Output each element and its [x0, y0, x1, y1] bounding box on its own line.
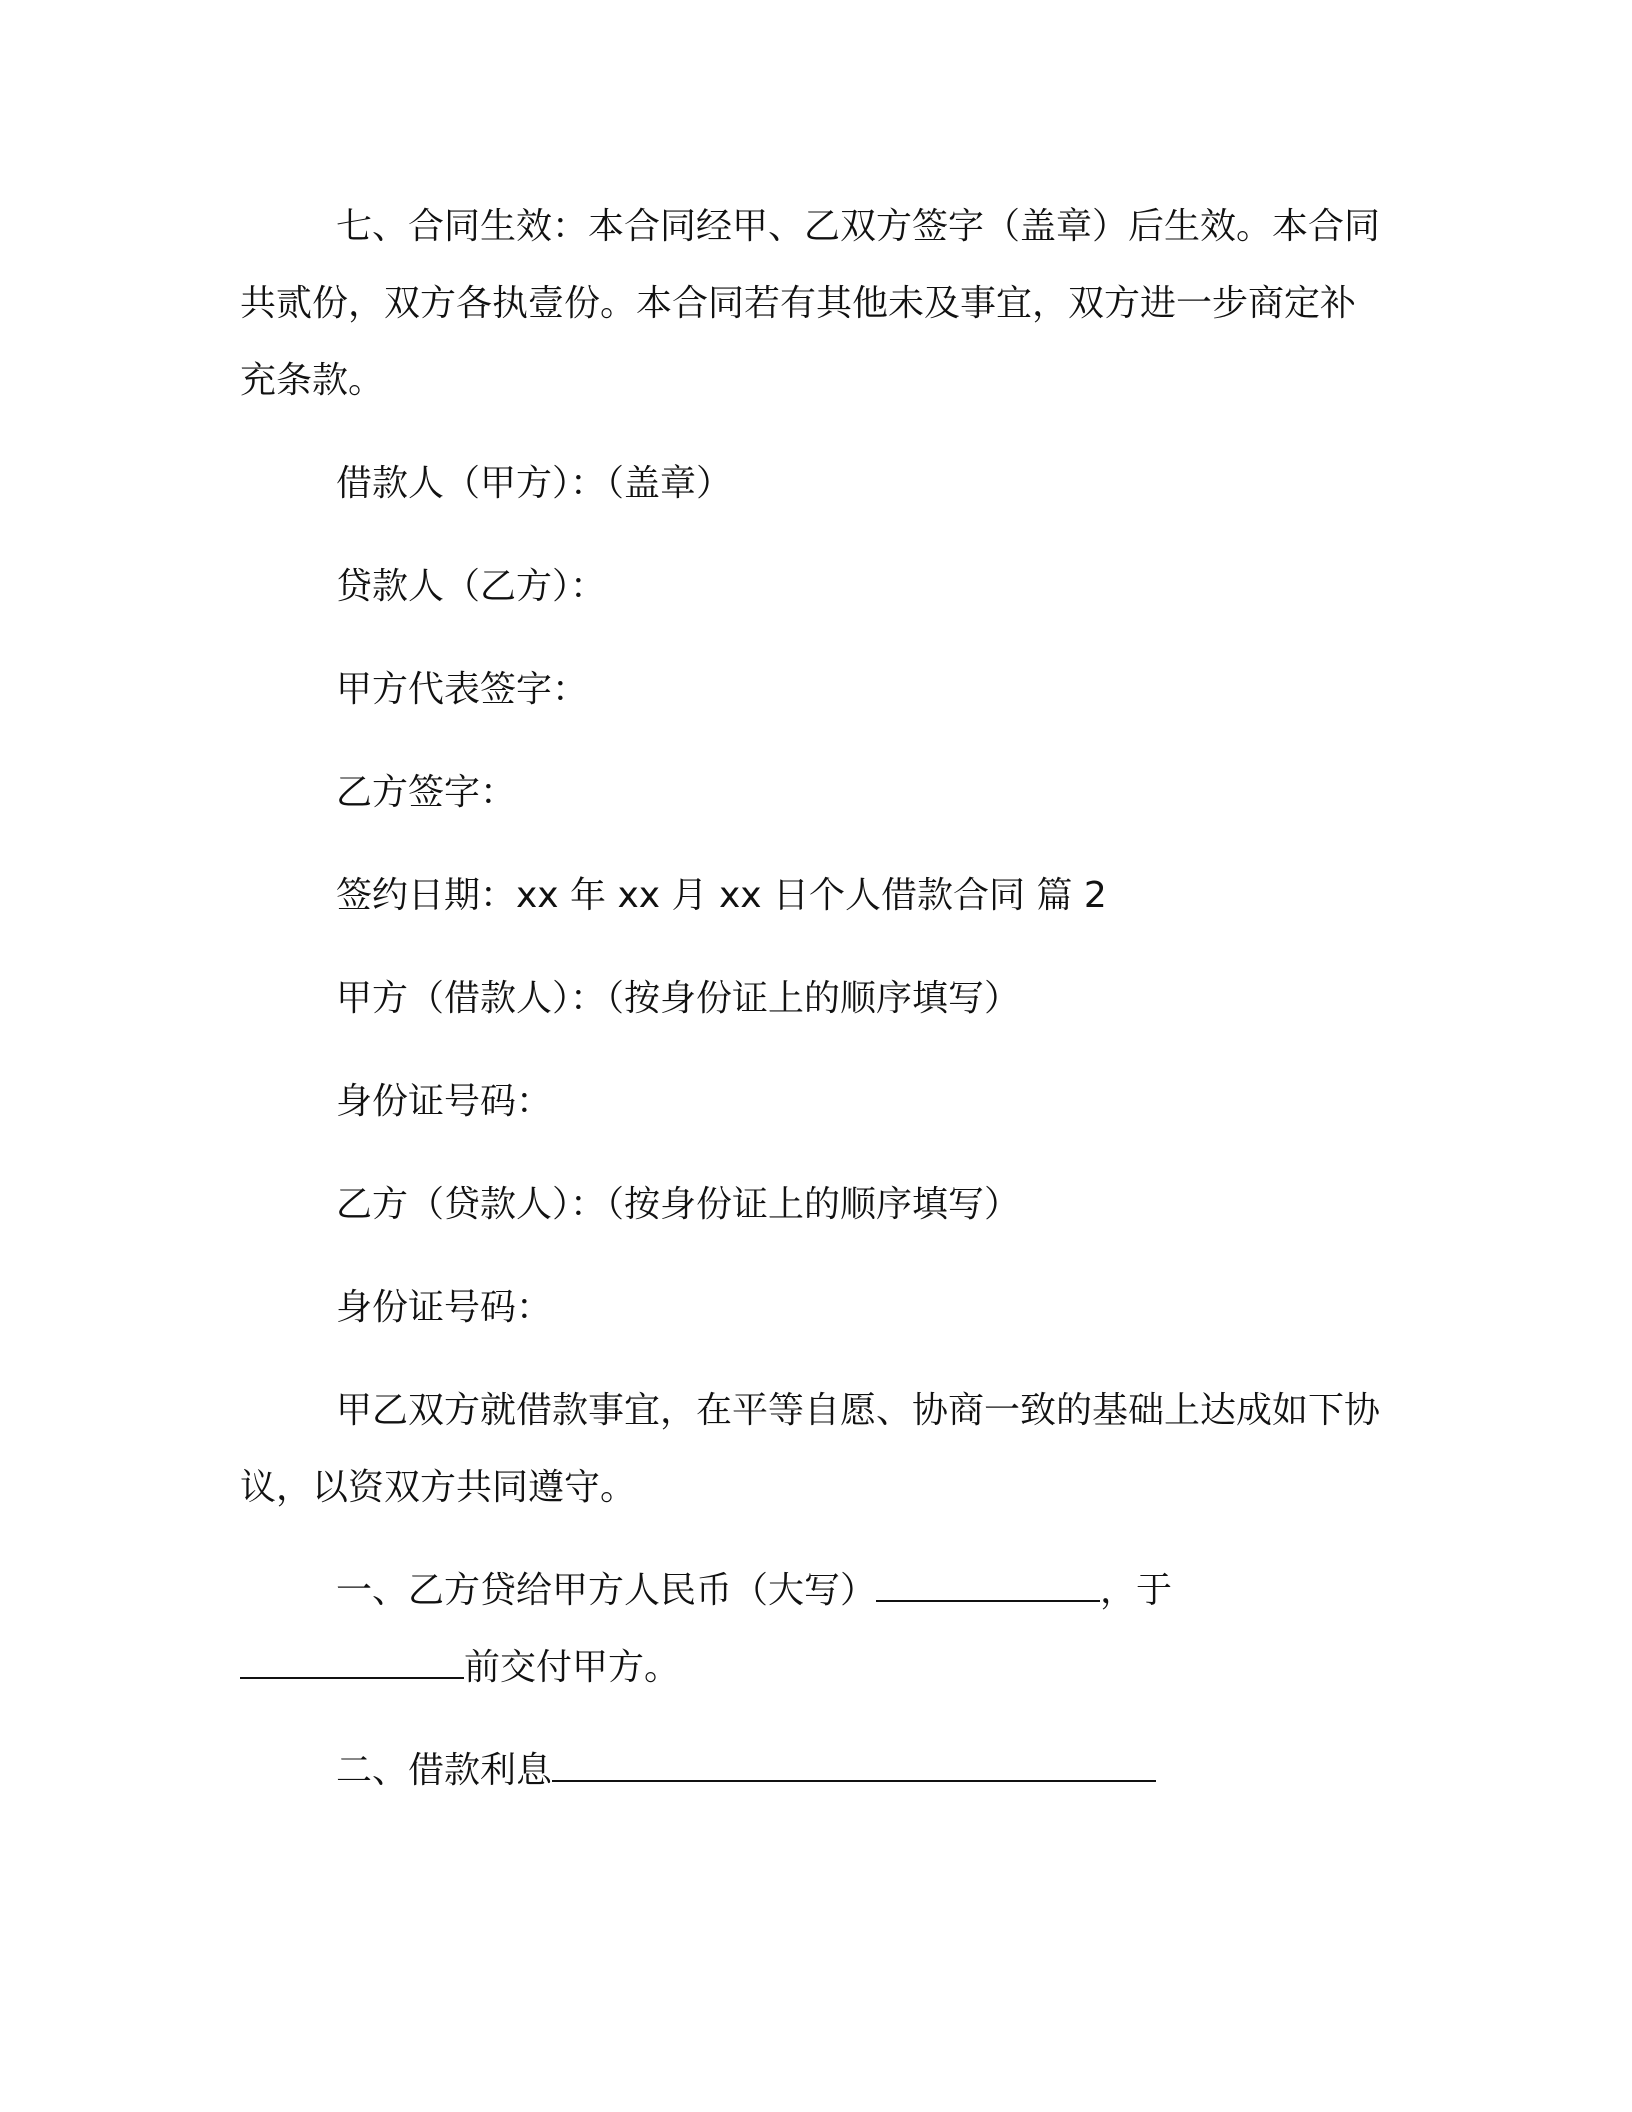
agreement-intro-paragraph: 甲乙双方就借款事宜，在平等自愿、协商一致的基础上达成如下协议，以资双方共同遵守。 — [240, 1390, 1381, 1508]
party-b-lender-line: 乙方（贷款人）：（按身份证上的顺序填写） — [336, 1184, 1021, 1225]
party-a-borrower-line: 甲方（借款人）：（按身份证上的顺序填写） — [336, 978, 1021, 1019]
party-a-rep-sign-line: 甲方代表签字： — [336, 669, 589, 710]
spacer — [240, 1706, 1388, 1732]
clause-1-text-b: ，于 — [1100, 1570, 1173, 1611]
clause-1-paragraph — [240, 1552, 1388, 1706]
clause-2-text: 二、借款利息 — [336, 1750, 553, 1791]
spacer — [240, 419, 1388, 445]
borrower-a-line: 借款人（甲方）：（盖章） — [336, 463, 733, 504]
sign-date-line: 签约日期：xx 年 xx 月 xx 日个人借款合同 篇 2 — [336, 875, 1107, 916]
spacer — [240, 1526, 1388, 1552]
id-number-b-line: 身份证号码： — [336, 1287, 553, 1328]
clause-7-paragraph: 七、合同生效：本合同经甲、乙双方签字（盖章）后生效。本合同共贰份，双方各执壹份。本合同若有其他未及事宜，双方进一步商定补充条款。 — [240, 206, 1381, 401]
party-b-sign-line: 乙方签字： — [336, 772, 517, 813]
document-body — [240, 188, 1388, 1809]
lender-b-line: 贷款人（乙方）： — [336, 566, 607, 607]
clause-1-text-a: 一、乙方贷给甲方人民币（大写） — [336, 1570, 877, 1611]
id-number-a-line: 身份证号码： — [336, 1081, 553, 1122]
date-blank — [240, 1647, 464, 1679]
clause-2-line — [240, 1732, 1388, 1809]
spacer — [240, 1346, 1388, 1372]
interest-blank — [552, 1750, 1156, 1782]
clause-1-text-c: 前交付甲方。 — [464, 1647, 681, 1688]
amount-blank — [876, 1570, 1100, 1602]
